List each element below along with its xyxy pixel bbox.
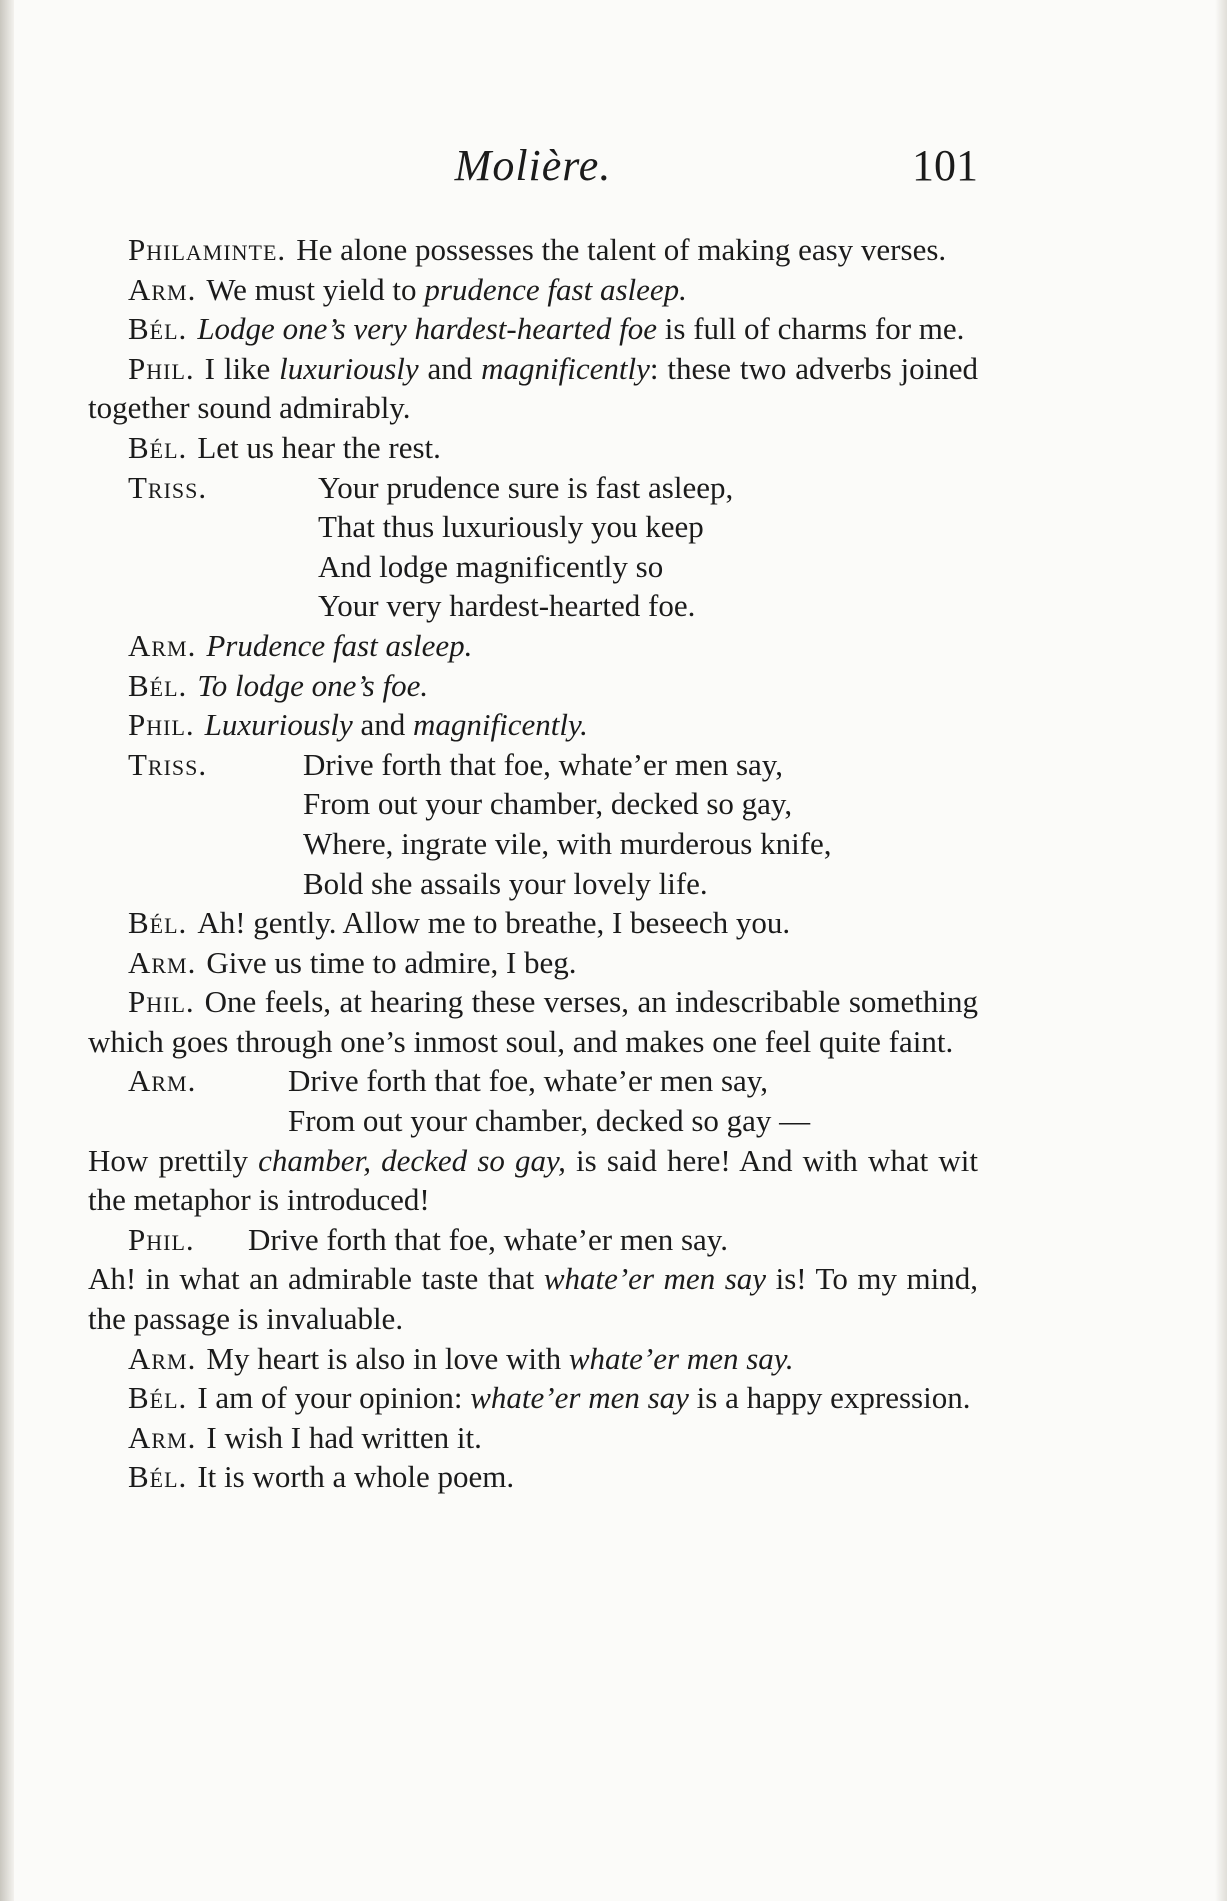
- page-edge-left: [0, 0, 14, 1901]
- speech-philaminte: [88, 230, 978, 270]
- verse-philaminte: [88, 1220, 978, 1260]
- speech-armande: [88, 626, 978, 666]
- speech-italic: Lodge one’s very hardest-hearted foe: [197, 311, 658, 347]
- verse-line: Bold she assails your lovely life.: [303, 865, 708, 901]
- verse-trissotin-2: [88, 745, 978, 903]
- speech-italic: prudence fast asleep.: [424, 271, 687, 307]
- speaker-name: Bél.: [128, 1380, 188, 1416]
- speaker-name: Arm.: [128, 1063, 197, 1099]
- speech-text: and: [418, 350, 482, 386]
- verse-line: Where, ingrate vile, with murderous knife,: [303, 825, 832, 861]
- speech-text: I wish I had written it.: [206, 1419, 482, 1455]
- speaker-name: Arm.: [128, 944, 197, 980]
- speech-philaminte: [88, 982, 978, 1061]
- speech-belise: [88, 1457, 978, 1497]
- speech-italic: whate’er men say: [543, 1261, 767, 1297]
- speaker-name: Triss.: [128, 469, 208, 505]
- speaker-name: Phil.: [128, 984, 195, 1020]
- running-title: Molière.: [454, 141, 612, 190]
- speech-text: : these two adverbs joined together sound admirably.: [88, 350, 978, 426]
- speech-continuation: [88, 1259, 978, 1338]
- speaker-name: Arm.: [128, 1419, 197, 1455]
- speaker-name: Triss.: [128, 746, 208, 782]
- speech-italic: Prudence fast asleep.: [206, 627, 473, 663]
- page-header: [88, 140, 978, 200]
- page-edge-right: [1215, 0, 1227, 1901]
- speech-italic: magnificently: [481, 350, 650, 386]
- speaker-name: Bél.: [128, 429, 188, 465]
- speech-italic: whate’er men say: [470, 1380, 689, 1416]
- speech-italic: To lodge one’s foe.: [197, 667, 429, 703]
- speaker-name: Bél.: [128, 1459, 188, 1495]
- verse-line: And lodge magnificently so: [318, 548, 664, 584]
- speaker-name: Phil.: [128, 350, 195, 386]
- verse-line: Your prudence sure is fast asleep,: [318, 469, 734, 505]
- speech-text: It is worth a whole poem.: [197, 1459, 515, 1495]
- speech-continuation: [88, 1141, 978, 1220]
- verse-line: Drive forth that foe, whate’er men say,: [288, 1063, 769, 1099]
- speech-text: I am of your opinion:: [197, 1380, 471, 1416]
- speaker-name: Bél.: [128, 905, 188, 941]
- speech-armande: [88, 1339, 978, 1379]
- speech-text: He alone possesses the talent of making easy verses.: [296, 232, 947, 267]
- speaker-name: Bél.: [128, 667, 188, 703]
- verse-line: That thus luxuriously you keep: [318, 509, 704, 545]
- speech-belise: [88, 1378, 978, 1418]
- page-number: 101: [912, 141, 978, 190]
- speech-belise: [88, 309, 978, 349]
- speech-text: Ah! gently. Allow me to breathe, I beseech you.: [197, 905, 791, 941]
- speech-text: Ah! in what an admirable taste that: [88, 1261, 544, 1297]
- verse-line: From out your chamber, decked so gay —: [288, 1103, 811, 1139]
- speech-text: Let us hear the rest.: [197, 429, 441, 465]
- speech-text: Give us time to admire, I beg.: [206, 944, 577, 980]
- speech-text: We must yield to: [206, 271, 425, 307]
- verse-line: Drive forth that foe, whate’er men say,: [303, 746, 784, 782]
- speech-italic: magnificently.: [413, 707, 588, 743]
- speech-text: and: [352, 707, 414, 743]
- speech-italic: Luxuriously: [204, 707, 353, 743]
- speech-text: My heart is also in love with: [206, 1340, 569, 1376]
- speech-italic: whate’er men say.: [568, 1340, 794, 1376]
- speech-belise: [88, 666, 978, 706]
- speech-text: is full of charms for me.: [657, 311, 965, 347]
- speech-text: One feels, at hearing these verses, an indescribable something which goes through one’s inmost soul, and makes one feel quite faint.: [88, 984, 978, 1059]
- speaker-name: Arm.: [128, 1340, 197, 1376]
- speech-italic: luxuriously: [279, 350, 419, 386]
- speech-text: How prettily: [88, 1142, 259, 1178]
- verse-trissotin-1: [88, 468, 978, 626]
- speaker-name: Phil.: [128, 1221, 195, 1257]
- speaker-name: Phil.: [128, 707, 195, 743]
- verse-armande: [88, 1061, 978, 1140]
- speech-text: is! To my mind, the passage is invaluable.: [88, 1261, 978, 1337]
- speech-philaminte: [88, 705, 978, 745]
- play-text: [88, 230, 978, 1497]
- speech-belise: [88, 903, 978, 943]
- speaker-name: Arm.: [128, 627, 197, 663]
- speech-armande: [88, 943, 978, 983]
- speaker-name: Bél.: [128, 311, 188, 347]
- verse-line: Your very hardest-hearted foe.: [318, 588, 696, 624]
- speech-text: is said here! And with what wit the metaphor is introduced!: [88, 1142, 978, 1218]
- speaker-name: Arm.: [128, 271, 197, 307]
- verse-line: From out your chamber, decked so gay,: [303, 786, 793, 822]
- speech-text: I like: [204, 350, 280, 386]
- speech-belise: [88, 428, 978, 468]
- speech-armande: [88, 270, 978, 310]
- speech-philaminte: [88, 349, 978, 428]
- verse-line: Drive forth that foe, whate’er men say.: [248, 1221, 729, 1257]
- speech-text: is a happy expression.: [688, 1380, 971, 1416]
- speaker-name: Philaminte.: [128, 232, 287, 267]
- speech-armande: [88, 1418, 978, 1458]
- speech-italic: chamber, decked so gay,: [258, 1142, 566, 1178]
